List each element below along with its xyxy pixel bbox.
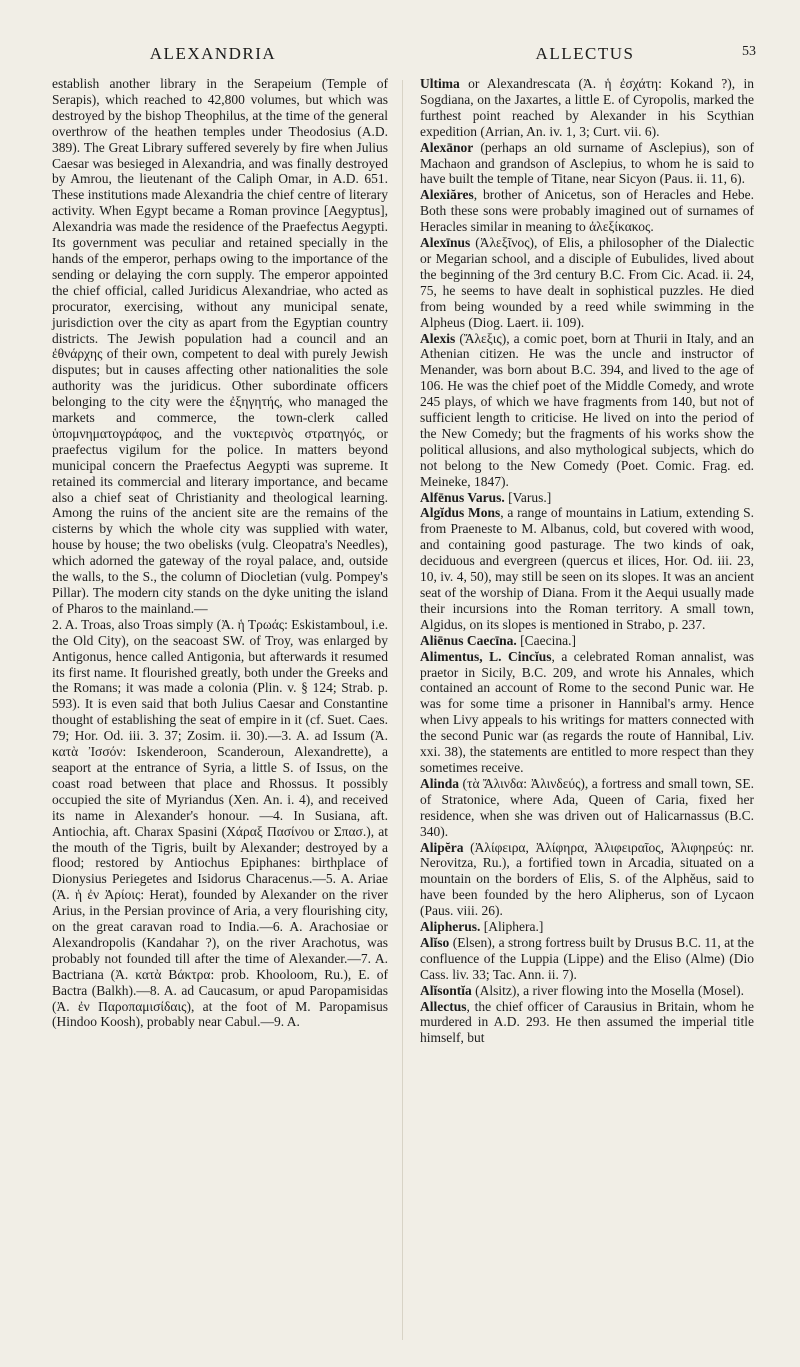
entry-body: (Ἀλεξῖνος), of Elis, a philosopher of the Dialectic or Megarian school, and a disciple of Eubulides, lived about the beginning of the 3rd century B.C. From Cic. Acad. ii. 24, 75, he seems to have dealt in sophistical puzzles. He died from being wounded by a reed while swimming in the Alpheus (Diog. Laert. ii. 109). (420, 235, 754, 330)
entry-body: (Alsitz), a river flowing into the Mosella (Mosel). (471, 982, 744, 998)
entry-ultima (420, 76, 754, 140)
entry-body: [Aliphera.] (480, 919, 544, 935)
entry-alinda (420, 776, 754, 840)
entry-headword: Alipĕra (420, 839, 464, 855)
entry-alexandria-continuation: establish another library in the Serapeium (Temple of Serapis), which reached to 42,800 volumes, but which was destroyed by the bishop Theophilus, at the time of the general overthrow of the heathen temples under Theodosius (A.D. 389). The Great Library suffered severely by fire when Julius Caesar was besieged in Alexandria, and was finally destroyed by Amrou, the lieutenant of the Caliph Omar, in A.D. 651. These institutions made Alexandria the chief centre of literary activity. When Egypt became a Roman province [Aegyptus], Alexandria was made the residence of the Praefectus Aegypti. Its government was peculiar and retained specially in the hands of the emperor, perhaps owing to the importance of the sending or delaying the corn supply. The emperor appointed the chief official, called Juridicus Alexandriae, who acted as procurator, exercising, without any municipal senate, jurisdiction over the city as apart from the Egyptian country districts. The Jewish population had a council and an ἐθνάρχης of their own, competent to deal with purely Jewish disputes; but in causes affecting other nationalities the sole authority was the juridicus. Other subordinate officers belonging to the city were the ἐξηγητής, who managed the markets and commerce, the town-clerk called ὑπομνηματογράφος, and the νυκτεριvὸς στρατηγός, or praefectus vigilum for the police. In matters beyond municipal concern the Praefectus Aegypti was supreme. It retained its commercial and literary importance, and became also a chief seat of Christianity and theological learning. Among the ruins of the ancient site are the remains of the cisterns by which the whole city was supplied with water, house by house; the two obelisks (vulg. Cleopatra's Needles), which adorned the gateway of the royal palace, and, outside the walls, to the S., the column of Diocletian (vulg. Pompey's Pillar). The modern city stands on the dyke uniting the island of Pharos to the mainland.— (52, 76, 388, 616)
running-header-right: ALLECTUS (535, 44, 635, 63)
entry-allectus (420, 999, 754, 1047)
entry-body: [Caecina.] (516, 632, 576, 648)
entry-body: [Varus.] (504, 489, 552, 505)
entry-headword: Alinda (420, 775, 460, 791)
entry-body: , a range of mountains in Latium, extending S. from Praeneste to M. Albanus, cold, but covered with wood, and containing good pasturage. The two kinds of oak, deciduous and evergreen (quercus et ilices, Hor. Od. iii. 23, 10, iv. 4, 50), may still be seen on its slopes. It was an ancient seat of the worship of Diana. From it the Aequi usually made their incursions into the Roman territory. A small town, Algidus, on its slopes is mentioned in Strabo, p. 237. (420, 505, 754, 632)
entry-alexandria-troas: 2. A. Troas, also Troas simply (Ἀ. ἡ Τρωάς: Eskistamboul, i.e. the Old City), on the seacoast SW. of Troy, was enlarged by Antigonus, hence called Antigonia, but afterwards it resumed its first name. It flourished greatly, both under the Greeks and the Romans; it was made a colonia (Plin. v. § 124; Strab. p. 593). It is even said that both Julius Caesar and Constantine thought of establishing the seat of empire in it (cf. Suet. Caes. 79; Hor. Od. iii. 3. 37; Zosim. ii. 30).—3. A. ad Issum (Ἀ. κατὰ Ἰσσόν: Iskenderoon, Scanderoun, Alexandrette), a seaport at the entrance of Syria, a little S. of Issus, on the coast road between that place and Rhossus. It possibly occupied the site of Myriandus (Xen. An. i. 4), and received its name in Alexander's honour. —4. In Susiana, aft. Antiochia, aft. Charax Spasini (Χάραξ Πασίνου or Σπασ.), at the mouth of the Tigris, built by Alexander; destroyed by a flood; restored by Antiochus Epiphanes: birthplace of Dionysius Periegetes and Isidorus Characenus.—5. A. Ariae (Ἀ. ἡ ἐν Ἀρίοις: Herat), founded by Alexander on the river Arius, in the Persian province of Aria, a very flourishing city, on the great caravan road to India.—6. A. Arachosiae or Alexandropolis (Kandahar ?), on the river Arachotus, was probably not founded till after the time of Alexander.—7. A. Bactriana (Ἀ. κατὰ Βάκτρα: prob. Khooloom, Ru.), E. of Bactra (Balkh).—8. A. ad Caucasum, or apud Paropamisidas (Ἀ. ἐν Παροπαμισίδαις), at the foot of M. Paropamisus (Hindoo Koosh), probably near Cabul.—9. A. (52, 616, 389, 1030)
entry-body: (perhaps an old surname of Asclepius), son of Machaon and grandson of Asclepius, to whom he is said to have built the temple of Titane, near Sicyon (Paus. ii. 11, 6). (420, 139, 754, 187)
entry-headword: Alĭso (420, 934, 450, 950)
entry-headword: Alfēnus Varus. (420, 489, 505, 505)
entry-headword: Alipherus. (420, 919, 481, 935)
entry-alexinus (420, 235, 754, 330)
entry-headword: Alĭsontĭa (420, 982, 472, 998)
entry-headword: Aliēnus Caecīna. (420, 632, 517, 648)
right-column (420, 76, 754, 1046)
entry-alienus (420, 633, 754, 649)
entry-alipherus (420, 919, 754, 935)
left-column (52, 76, 388, 1030)
entry-body: , a celebrated Roman annalist, was praetor in Sicily, B.C. 209, and wrote his Annales, which contained an account of Rome to the second Punic war. He was for some time a prisoner in Hannibal's army. Hence when Livy appeals to his writings for matters connected with the second Punic war (as regards the route of Hannibal, Liv. xxi. 38), the statements are entitled to more respect than they sometimes receive. (420, 648, 754, 775)
entry-headword: Alimentus, L. Cincĭus (420, 648, 552, 664)
entry-body: (Ἄλεξις), a comic poet, born at Thurii in Italy, and an Athenian citizen. He was the uncle and instructor of Menander, was born about B.C. 394, and lived to the age of 106. He was the chief poet of the Middle Comedy, and wrote 245 plays, of which we have fragments from 140, but not of sufficient length to criticise. He lived on into the period of the New Comedy; but the fragments of his works show the political allusions, and also mythological subjects, which do not belong to the New Comedy (Poet. Comic. Frag. ed. Meineke, 1847). (420, 330, 754, 489)
entry-headword: Ultima (420, 76, 460, 91)
entry-body: (Elsen), a strong fortress built by Drusus B.C. 11, at the confluence of the Luppia (Lippe) and the Eliso (Alme) (Dio Cass. liv. 33; Tac. Ann. ii. 7). (420, 934, 754, 982)
entry-alfenus (420, 490, 754, 506)
entry-body: , the chief officer of Carausius in Britain, whom he murdered in A.D. 293. He then assumed the imperial title himself, but (420, 998, 754, 1046)
entry-algidus (420, 505, 754, 632)
entry-aliphera (420, 840, 754, 920)
entry-alexanor (420, 140, 754, 188)
entry-headword: Allectus (420, 998, 467, 1014)
entry-aliso (420, 935, 754, 983)
entry-alimentus (420, 649, 754, 776)
entry-alexis (420, 331, 754, 490)
entry-body: , brother of Anicetus, son of Heracles and Hebe. Both these sons were probably imagined out of surnames of Heracles similar in meaning to ἀλεξίκακος. (420, 187, 754, 235)
running-header-left: ALEXANDRIA (149, 44, 277, 63)
entry-headword: Alexīnus (420, 235, 471, 251)
entry-headword: Alexiăres (420, 187, 474, 203)
entry-body: (Ἀλίφειρα, Ἀλίφηρα, Ἀλιφειραῖος, Ἀλιφηρεύς: nr. Nerovitza, Ru.), a fortified town in Arcadia, situated on a mountain on the borders of Elis, S. of the Alphĕus, said to have been founded by the hero Alipherus, son of Lycaon (Paus. viii. 26). (420, 839, 754, 919)
entry-alexiares (420, 187, 754, 235)
entry-alisontia (420, 983, 754, 999)
entry-headword: Alexānor (420, 139, 474, 155)
column-divider (402, 80, 403, 1340)
entry-body: or Alexandrescata (Ἀ. ἡ ἐσχάτη: Kokand ?), in Sogdiana, on the Jaxartes, a little E. of Cyropolis, marked the furthest point reached by Alexander in his Scythian expedition (Arrian, An. iv. 1, 3; Curt. vii. 6). (420, 76, 754, 139)
page-number: 53 (742, 44, 756, 59)
entry-headword: Algĭdus Mons (420, 505, 501, 521)
entry-body: (τὰ Ἄλινδα: Ἀλινδεύς), a fortress and small town, SE. of Stratonice, where Ada, Queen of Caria, fixed her residence, when she was driven out of Halicarnassus (B.C. 340). (420, 775, 754, 839)
entry-headword: Alexis (420, 330, 456, 346)
